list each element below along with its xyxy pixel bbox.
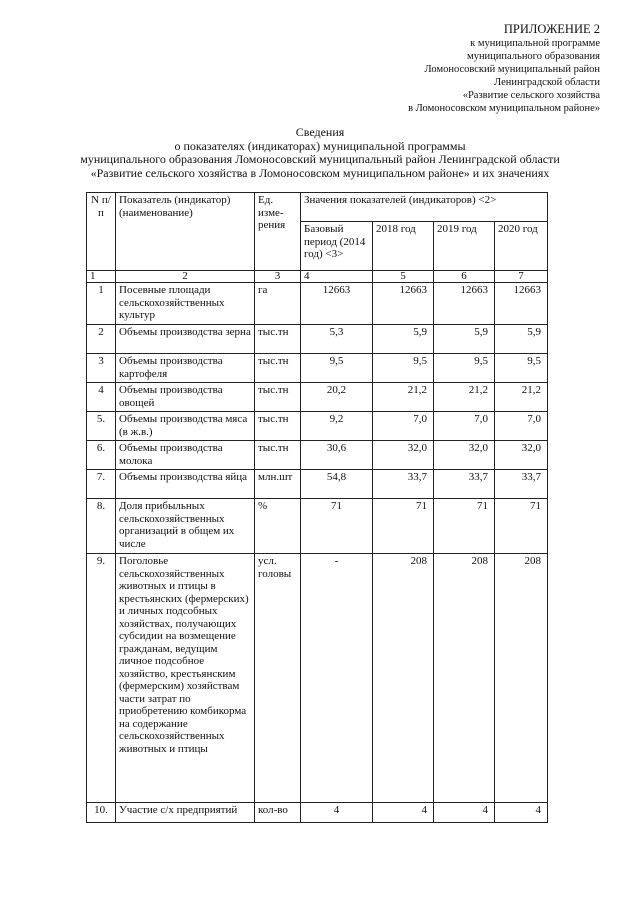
row-number: 2 bbox=[87, 325, 116, 354]
base-period-value: 9,5 bbox=[301, 354, 373, 383]
unit-cell: млн.шт bbox=[255, 470, 301, 499]
value-2018: 33,7 bbox=[373, 470, 434, 499]
heading-line: муниципального образования Ломоносовский муниципальный район Ленинградской области bbox=[80, 152, 560, 166]
header-indicator: Показатель (индикатор) (наименование) bbox=[116, 193, 255, 271]
indicator-name: Объемы производства яйца bbox=[116, 470, 255, 499]
row-number: 5. bbox=[87, 412, 116, 441]
indicators-table bbox=[86, 192, 548, 823]
table-row bbox=[87, 412, 548, 441]
header-2018: 2018 год bbox=[373, 222, 434, 271]
value-2020: 71 bbox=[495, 499, 548, 554]
value-2018: 4 bbox=[373, 803, 434, 823]
row-number: 7. bbox=[87, 470, 116, 499]
table-row bbox=[87, 383, 548, 412]
value-2018: 208 bbox=[373, 554, 434, 803]
heading-line: о показателях (индикаторах) муниципальной программы bbox=[174, 138, 466, 153]
value-2020: 5,9 bbox=[495, 325, 548, 354]
appendix-block bbox=[340, 22, 600, 115]
row-number: 10. bbox=[87, 803, 116, 823]
row-number: 9. bbox=[87, 554, 116, 803]
table-row bbox=[87, 470, 548, 499]
indicator-name: Участие с/х предприятий bbox=[116, 803, 255, 823]
value-2020: 33,7 bbox=[495, 470, 548, 499]
value-2018: 32,0 bbox=[373, 441, 434, 470]
unit-cell: кол-во bbox=[255, 803, 301, 823]
appendix-line: Ленинградской области bbox=[494, 77, 600, 88]
value-2020: 208 bbox=[495, 554, 548, 803]
indicator-name: Посевные площади сельскохозяйственных культур bbox=[116, 283, 255, 325]
unit-cell: тыс.тн bbox=[255, 383, 301, 412]
unit-cell: тыс.тн bbox=[255, 354, 301, 383]
value-2019: 21,2 bbox=[434, 383, 495, 412]
unit-cell: % bbox=[255, 499, 301, 554]
base-period-value: 30,6 bbox=[301, 441, 373, 470]
header-base-period: Базовый период (2014 год) <3> bbox=[301, 222, 373, 271]
header-2019: 2019 год bbox=[434, 222, 495, 271]
table-row bbox=[87, 441, 548, 470]
appendix-title: ПРИЛОЖЕНИЕ 2 bbox=[503, 22, 600, 36]
base-period-value: 9,2 bbox=[301, 412, 373, 441]
value-2020: 12663 bbox=[495, 283, 548, 325]
appendix-line: муниципального образования bbox=[467, 51, 600, 62]
base-period-value: 20,2 bbox=[301, 383, 373, 412]
appendix-line: Ломоносовский муниципальный район bbox=[424, 64, 600, 75]
heading-line: «Развитие сельского хозяйства в Ломоносовском муниципальном районе» и их значениях bbox=[90, 165, 550, 180]
value-2018: 71 bbox=[373, 499, 434, 554]
table-row bbox=[87, 283, 548, 325]
value-2019: 33,7 bbox=[434, 470, 495, 499]
unit-cell: тыс.тн bbox=[255, 441, 301, 470]
base-period-value: 4 bbox=[301, 803, 373, 823]
table-row bbox=[87, 554, 548, 803]
column-number: 5 bbox=[373, 271, 434, 283]
unit-cell: усл. головы bbox=[255, 554, 301, 803]
indicator-name: Объемы производства молока bbox=[116, 441, 255, 470]
value-2018: 21,2 bbox=[373, 383, 434, 412]
table-row bbox=[87, 325, 548, 354]
column-number: 4 bbox=[301, 271, 373, 283]
heading-title: Сведения bbox=[295, 125, 345, 139]
base-period-value: 12663 bbox=[301, 283, 373, 325]
column-number: 6 bbox=[434, 271, 495, 283]
value-2020: 9,5 bbox=[495, 354, 548, 383]
base-period-value: 5,3 bbox=[301, 325, 373, 354]
value-2019: 32,0 bbox=[434, 441, 495, 470]
header-values-group: Значения показателей (индикаторов) <2> bbox=[301, 193, 548, 222]
row-number: 3 bbox=[87, 354, 116, 383]
indicator-name: Объемы производства мяса (в ж.в.) bbox=[116, 412, 255, 441]
value-2018: 7,0 bbox=[373, 412, 434, 441]
unit-cell: тыс.тн bbox=[255, 412, 301, 441]
unit-cell: га bbox=[255, 283, 301, 325]
row-number: 6. bbox=[87, 441, 116, 470]
appendix-line: в Ломоносовском муниципальном районе» bbox=[408, 103, 600, 114]
indicator-name: Объемы производства картофеля bbox=[116, 354, 255, 383]
indicator-name: Объемы производства овощей bbox=[116, 383, 255, 412]
table-row bbox=[87, 803, 548, 823]
table-row bbox=[87, 499, 548, 554]
column-number: 7 bbox=[495, 271, 548, 283]
base-period-value: 54,8 bbox=[301, 470, 373, 499]
header-num: N п/п bbox=[87, 193, 116, 271]
base-period-value: - bbox=[301, 554, 373, 803]
indicator-name: Поголовье сельскохозяйственных животных и птицы в крестьянских (фермерских) и личных подсобных хозяйствах, получающих субсидии на возмещение гражданам, ведущим личное подсобное хозяйство, крестьянским (фермерским) хозяйствам части затрат по приобретению комбикорма на содержание сельскохозяйственных животных и птицы bbox=[116, 554, 255, 803]
indicator-name: Объемы производства зерна bbox=[116, 325, 255, 354]
value-2020: 7,0 bbox=[495, 412, 548, 441]
document-heading bbox=[40, 126, 600, 180]
appendix-line: к муниципальной программе bbox=[470, 38, 600, 49]
value-2019: 4 bbox=[434, 803, 495, 823]
value-2020: 32,0 bbox=[495, 441, 548, 470]
row-number: 8. bbox=[87, 499, 116, 554]
value-2019: 12663 bbox=[434, 283, 495, 325]
value-2019: 71 bbox=[434, 499, 495, 554]
value-2018: 12663 bbox=[373, 283, 434, 325]
appendix-line: «Развитие сельского хозяйства bbox=[462, 90, 600, 101]
row-number: 1 bbox=[87, 283, 116, 325]
value-2018: 9,5 bbox=[373, 354, 434, 383]
value-2020: 4 bbox=[495, 803, 548, 823]
header-unit: Ед. изме- рения bbox=[255, 193, 301, 271]
unit-cell: тыс.тн bbox=[255, 325, 301, 354]
header-2020: 2020 год bbox=[495, 222, 548, 271]
value-2020: 21,2 bbox=[495, 383, 548, 412]
value-2019: 9,5 bbox=[434, 354, 495, 383]
table-row bbox=[87, 354, 548, 383]
base-period-value: 71 bbox=[301, 499, 373, 554]
column-number: 1 bbox=[87, 271, 116, 283]
value-2019: 5,9 bbox=[434, 325, 495, 354]
indicator-name: Доля прибыльных сельскохозяйственных организаций в общем их числе bbox=[116, 499, 255, 554]
column-number: 2 bbox=[116, 271, 255, 283]
value-2019: 208 bbox=[434, 554, 495, 803]
row-number: 4 bbox=[87, 383, 116, 412]
value-2019: 7,0 bbox=[434, 412, 495, 441]
column-number: 3 bbox=[255, 271, 301, 283]
value-2018: 5,9 bbox=[373, 325, 434, 354]
